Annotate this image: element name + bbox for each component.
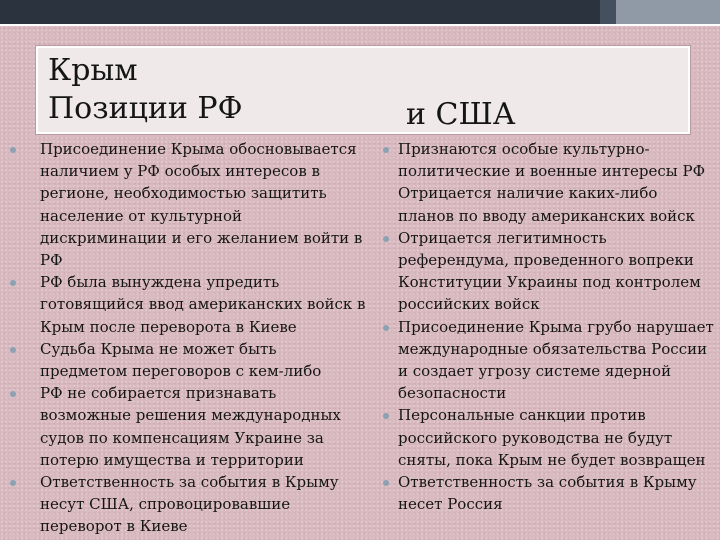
- slide-title: Крым: [48, 53, 138, 88]
- list-item: [10, 138, 366, 271]
- usa-point-text: Присоединение Крыма грубо нарушает международные обязательства России и создает угрозу системе ядерной безопасности: [398, 317, 714, 403]
- bullet-icon: [383, 413, 389, 419]
- usa-point-text: Персональные санкции против российского руководства не будут сняты, пока Крым не будет возвращен: [398, 406, 706, 469]
- list-item: [10, 271, 366, 338]
- list-item: [10, 471, 366, 538]
- bullet-icon: [10, 347, 16, 353]
- list-item: [380, 316, 720, 405]
- list-item: [380, 227, 720, 316]
- usa-point-text: Отрицается легитимность референдума, проведенного вопреки Конституции Украины под контролем российских войск: [398, 228, 701, 314]
- list-item: [380, 471, 720, 515]
- bullet-icon: [383, 325, 389, 331]
- top-bar-dark-segment: [0, 0, 600, 24]
- bullet-icon: [10, 147, 16, 153]
- russia-point-text: РФ была вынуждена упредить готовящийся ввод американских войск в Крым после переворота в Киеве: [40, 273, 366, 336]
- slide-subtitle-left: Позиции РФ: [48, 91, 243, 126]
- usa-positions-list: [380, 138, 720, 515]
- usa-point-text: Ответственность за события в Крыму несет Россия: [398, 473, 697, 514]
- usa-point-text: Признаются особые культурно- политические и военные интересы РФ Отрицается наличие каких-либо планов по вводу американских войск: [398, 140, 706, 225]
- list-item: [10, 382, 366, 471]
- list-item: [380, 404, 720, 471]
- slide-title-box: [36, 46, 690, 134]
- russia-point-text: Присоединение Крыма обосновывается наличием у РФ особых интересов в регионе, необходимостью защитить население от культурной дискриминации и его желанием войти в РФ: [40, 140, 363, 270]
- top-bar-mid-segment: [600, 0, 616, 24]
- bullet-icon: [10, 391, 16, 397]
- slide-subtitle-right: и США: [406, 97, 516, 132]
- russia-point-text: Ответственность за события в Крыму несут США, спровоцировавшие переворот в Киеве: [40, 473, 339, 536]
- bullet-icon: [10, 280, 16, 286]
- russia-point-text: РФ не собирается признавать возможные решения международных судов по компенсациям Украине за потерю имущества и территории: [40, 384, 341, 469]
- bullet-icon: [383, 480, 389, 486]
- bullet-icon: [383, 236, 389, 242]
- bullet-icon: [10, 480, 16, 486]
- russia-positions-list: [10, 138, 366, 538]
- top-decor-bar: [0, 0, 720, 24]
- russia-point-text: Судьба Крыма не может быть предметом переговоров с кем-либо: [40, 339, 322, 381]
- list-item: [380, 138, 720, 227]
- top-divider-line: [0, 24, 720, 26]
- list-item: [10, 338, 366, 382]
- top-bar-light-segment: [616, 0, 720, 24]
- bullet-icon: [383, 147, 389, 153]
